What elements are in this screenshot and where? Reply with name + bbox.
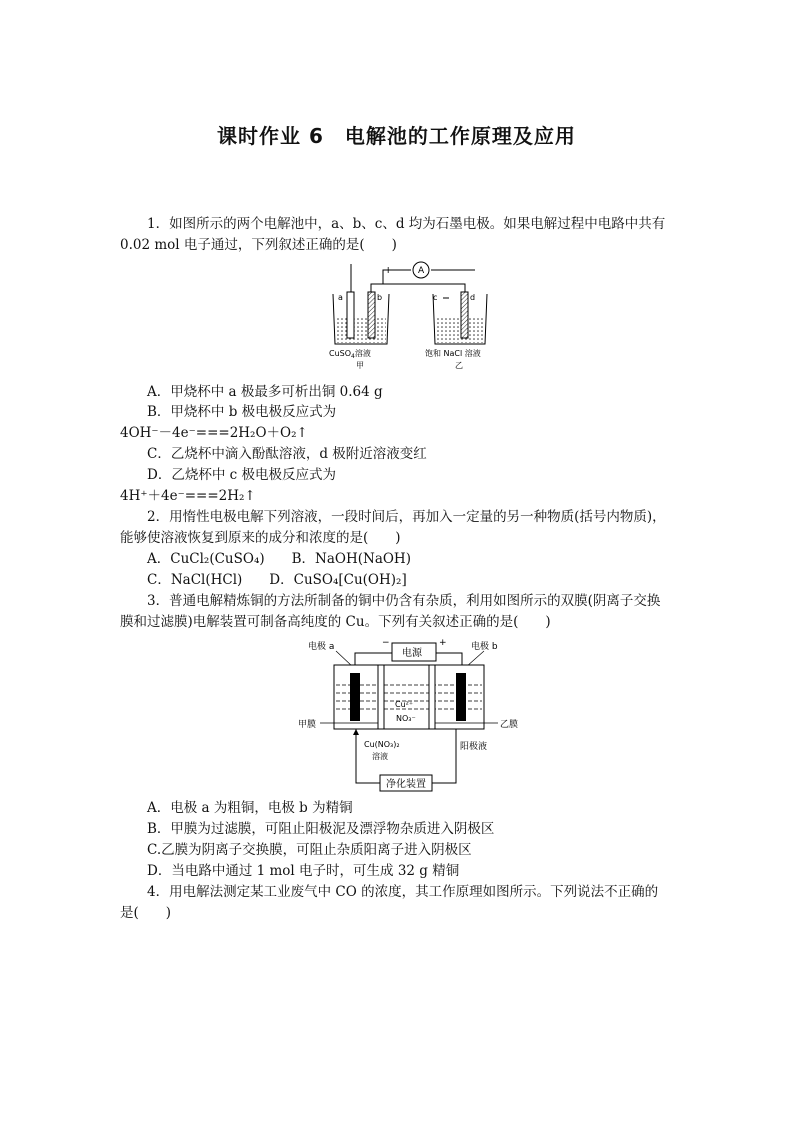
- q1-option-a: A．甲烧杯中 a 极最多可析出铜 0.64 g: [147, 384, 383, 400]
- q2-options-ab: A．CuCl₂(CuSO₄) B．NaOH(NaOH): [147, 551, 411, 567]
- current-label: I: [387, 266, 390, 275]
- no3-ion-label: NO₃⁻: [396, 714, 416, 723]
- beaker2-name: 乙: [455, 361, 463, 370]
- q3-option-d: D．当电路中通过 1 mol 电子时，可生成 32 g 精铜: [147, 863, 460, 879]
- power-label: 电源: [402, 648, 422, 659]
- q3-electrolysis-figure: [298, 635, 538, 793]
- page-title: 课时作业 6 电解池的工作原理及应用: [217, 124, 576, 148]
- beaker1-name: 甲: [356, 361, 364, 370]
- solution-label-1: Cu(NO₃)₂: [364, 740, 400, 749]
- label-a: a: [338, 293, 343, 302]
- electrode-b: [368, 292, 375, 338]
- q1-option-d-eq: 4H⁺＋4e⁻===2H₂↑: [120, 488, 256, 504]
- q1-electrolysis-figure: [325, 258, 505, 376]
- q1-option-d: D．乙烧杯中 c 极电极反应式为: [147, 467, 336, 483]
- q1-stem: 1．如图所示的两个电解池中，a、b、c、d 均为石墨电极。如果电解过程中电路中共有: [147, 216, 666, 232]
- q3-stem: 3．普通电解精炼铜的方法所制备的铜中仍含有杂质，利用如图所示的双膜(阴离子交换: [147, 593, 661, 609]
- q3-option-c: C.乙膜为阴离子交换膜，可阻止杂质阳离子进入阴极区: [147, 842, 472, 858]
- membrane-left-label: 甲膜: [298, 720, 317, 730]
- membrane-left: [378, 665, 384, 729]
- electrode-a: [350, 673, 360, 721]
- solution-label-2: 溶液: [372, 752, 388, 761]
- plus-label: +: [439, 638, 447, 648]
- electrode-b-label: 电极 b: [471, 642, 498, 652]
- q1-stem-cont: 0.02 mol 电子通过，下列叙述正确的是( ): [120, 237, 397, 253]
- q1-option-b: B．甲烧杯中 b 极电极反应式为: [147, 404, 337, 420]
- q3-option-b: B．甲膜为过滤膜，可阻止阳极泥及漂浮物杂质进入阴极区: [147, 821, 495, 837]
- q4-stem: 4．用电解法测定某工业废气中 CO 的浓度，其工作原理如图所示。下列说法不正确的: [147, 884, 659, 900]
- minus-label: −: [382, 638, 390, 648]
- q1-option-c: C．乙烧杯中滴入酚酞溶液，d 极附近溶液变红: [147, 446, 427, 462]
- label-d: d: [470, 293, 476, 302]
- electrode-a: [347, 292, 354, 338]
- q1-option-b-eq: 4OH⁻－4e⁻===2H₂O＋O₂↑: [120, 425, 308, 441]
- membrane-right-label: 乙膜: [500, 720, 519, 730]
- label-b: b: [377, 293, 383, 302]
- membrane-right: [429, 665, 435, 729]
- label-c: c: [433, 293, 438, 302]
- q2-stem-cont: 能够使溶液恢复到原来的成分和浓度的是( ): [120, 530, 401, 546]
- cu-ion-label: Cu²⁺: [395, 700, 414, 709]
- beaker1-solution: CuSO$_4$溶液: [329, 349, 371, 360]
- ammeter-label: A: [418, 266, 425, 276]
- purifier-label: 净化装置: [386, 779, 426, 790]
- beaker2-solution: 饱和 NaCl 溶液: [425, 349, 481, 358]
- q2-stem: 2．用惰性电极电解下列溶液，一段时间后，再加入一定量的另一种物质(括号内物质)，: [147, 509, 666, 525]
- anode-liquid-label: 阳极液: [460, 742, 488, 752]
- q2-options-cd: C．NaCl(HCl) D．CuSO₄[Cu(OH)₂]: [147, 572, 407, 588]
- electrode-a-label: 电极 a: [308, 642, 335, 652]
- q3-stem-cont: 膜和过滤膜)电解装置可制备高纯度的 Cu。下列有关叙述正确的是( ): [120, 614, 551, 630]
- q4-stem-cont: 是( ): [120, 905, 172, 921]
- electrode-d: [461, 292, 468, 338]
- q3-option-a: A．电极 a 为粗铜，电极 b 为精铜: [147, 800, 353, 816]
- electrode-b: [456, 673, 466, 721]
